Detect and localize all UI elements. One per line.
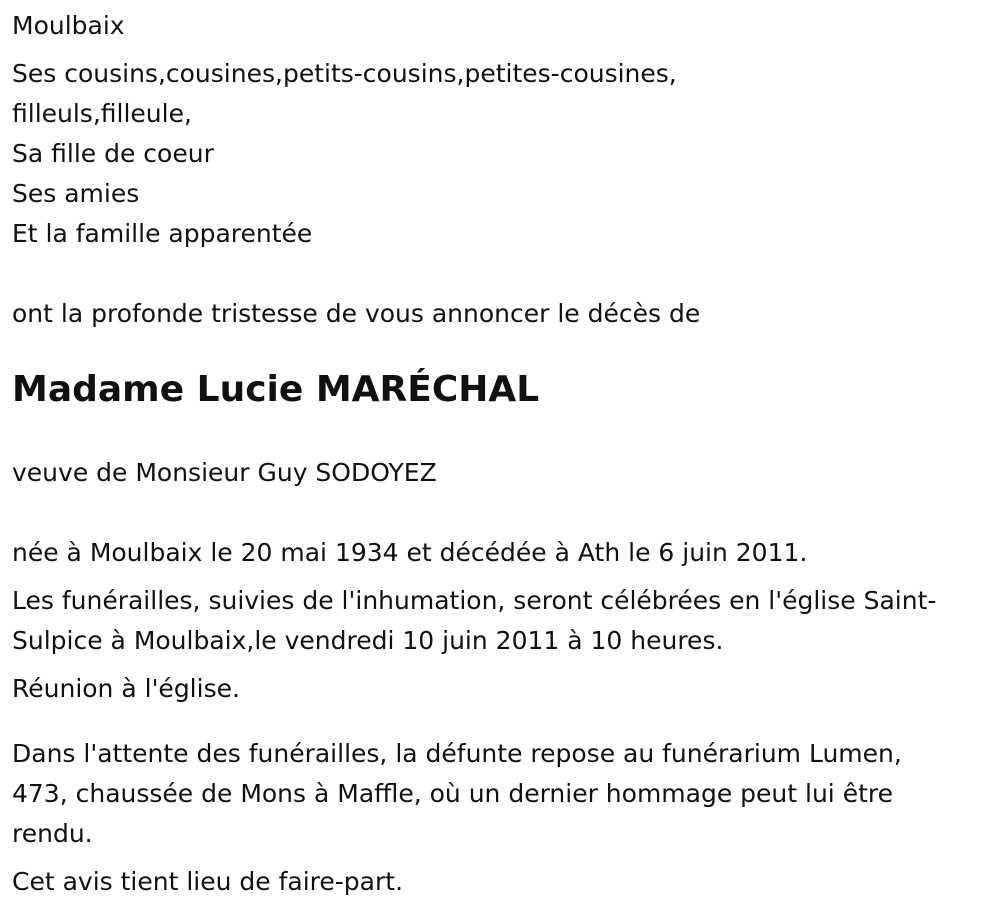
town-name: Moulbaix [12, 11, 125, 40]
family-list [12, 54, 988, 254]
family-line: Ses cousins,cousines,petits-cousins,petites-cousines, [12, 59, 677, 88]
deceased-name: Madame Lucie MARÉCHAL [12, 369, 540, 410]
family-line: filleuls,filleule, [12, 99, 192, 128]
funeral-line: Les funérailles, suivies de l'inhumation, seront célébrées en l'église Saint- [12, 586, 937, 615]
repose-line: Dans l'attente des funérailles, la défunte repose au funérarium Lumen, [12, 739, 902, 768]
repose-line: 473, chaussée de Mons à Maffle, où un dernier hommage peut lui être [12, 779, 893, 808]
family-line: Ses amies [12, 179, 140, 208]
repose-line: rendu. [12, 819, 93, 848]
funeral-paragraph [12, 581, 988, 661]
meeting-text: Réunion à l'église. [12, 674, 240, 703]
repose-paragraph [12, 734, 988, 854]
family-line: Et la famille apparentée [12, 219, 313, 248]
announcement-text: ont la profonde tristesse de vous annoncer le décès de [12, 299, 701, 328]
widow-of-text: veuve de Monsieur Guy SODOYEZ [12, 458, 437, 487]
funeral-line: Sulpice à Moulbaix,le vendredi 10 juin 2011 à 10 heures. [12, 626, 724, 655]
birth-death-text: née à Moulbaix le 20 mai 1934 et décédée à Ath le 6 juin 2011. [12, 538, 808, 567]
family-line: Sa fille de coeur [12, 139, 214, 168]
closing-text: Cet avis tient lieu de faire-part. [12, 867, 404, 896]
